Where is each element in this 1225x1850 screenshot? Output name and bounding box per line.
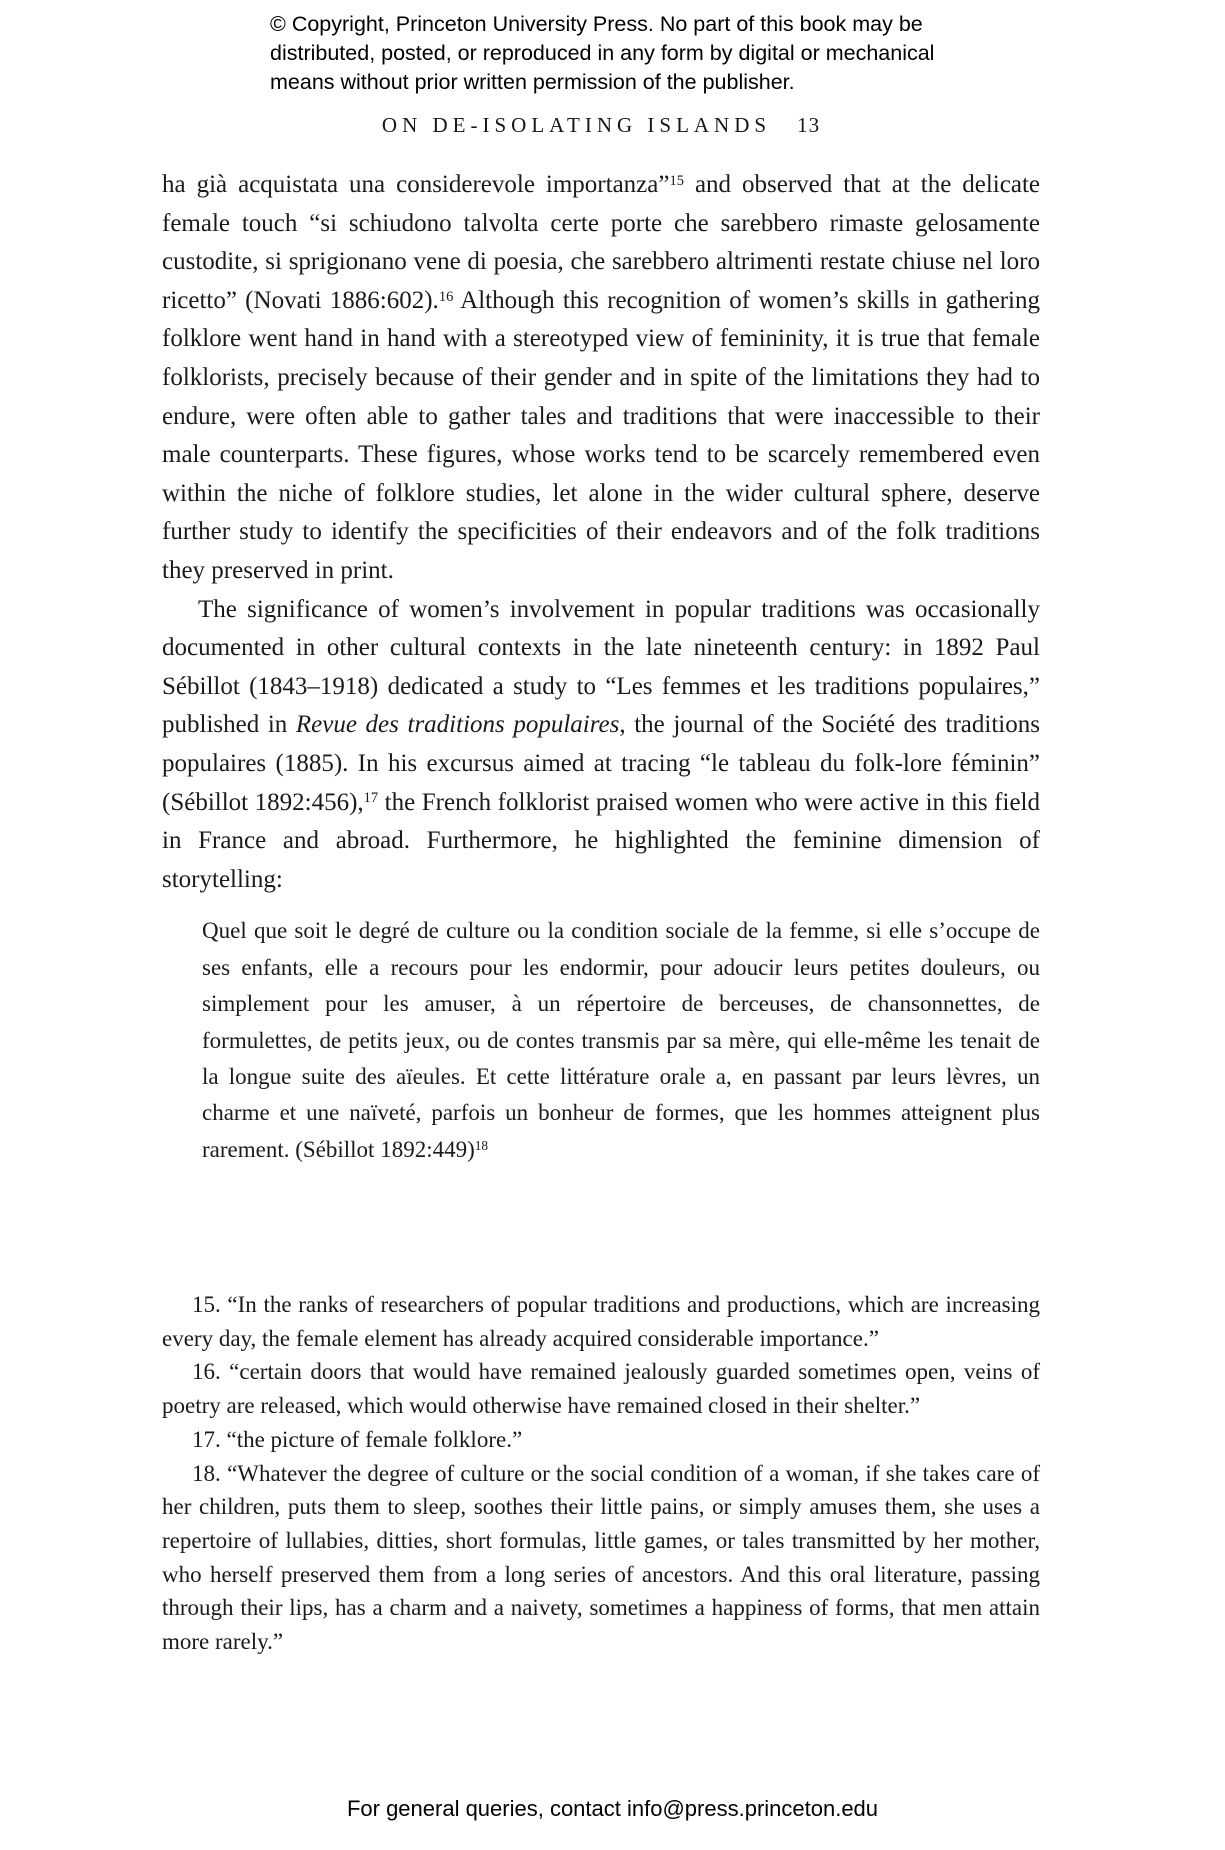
copyright-line-2: distributed, posted, or reproduced in any form by digital or mechanical	[270, 41, 935, 65]
footnote-number: 17.	[192, 1426, 227, 1452]
footer-text: For general queries, contact info@press.princeton.edu	[346, 1796, 879, 1821]
footnotes-block	[162, 1288, 1040, 1659]
text-segment: Although this recognition of women’s skills in gathering folklore went hand in hand with a stereotyped view of femininity, it is true that female folklorists, precisely because of their gender and in spite of the limitations they had to endure, were often able to gather tales and traditions that were inaccessible to their male counterparts. These figures, whose works tend to be scarcely remembered even within the niche of folklore studies, let alone in the wider cultural sphere, deserve further study to identify the specificities of their endeavors and of the folk traditions they preserved in print.	[162, 286, 1040, 584]
text-segment: the French folklorist praised women who were active in this field in France and abroad. Furthermore, he highlighted the feminine dimension of storytelling:	[162, 788, 1040, 893]
footnote-text: “Whatever the degree of culture or the social condition of a woman, if she takes care of her children, puts them to sleep, soothes their little pains, or simply amuses them, she uses a repertoire of lullabies, ditties, short formulas, little games, or tales transmitted by her mother, who herself preserved them from a long series of ancestors. And this oral literature, passing through their lips, has a charm and a naivety, sometimes a happiness of forms, that men attain more rarely.”	[162, 1460, 1041, 1655]
footnote-marker: 15	[669, 172, 684, 189]
footnote-number: 18.	[192, 1460, 228, 1486]
text-segment: The significance of women’s involvement in popular traditions was occasionally documented in other cultural contexts in the late nineteenth century: in 1892 Paul Sébillot (1843–1918) dedicated a study to “Les femmes et les traditions populaires,” published in	[162, 595, 1040, 739]
footnote	[162, 1288, 1040, 1355]
paragraph	[162, 166, 1040, 591]
copyright-line-3: means without prior written permission of the publisher.	[270, 70, 795, 94]
running-head	[162, 113, 1040, 138]
footnote-marker: 16	[438, 288, 454, 305]
page-number: 13	[797, 113, 821, 137]
footnote	[162, 1355, 1040, 1422]
text-segment: ha già acquistata una considerevole importanza”	[162, 171, 670, 198]
footnote-marker: 18	[474, 1138, 489, 1154]
text-segment: Quel que soit le degré de culture ou la condition sociale de la femme, si elle s’occupe de ses enfants, elle a recours pour les endormir, pour adoucir leurs petites douleurs, ou simplement pour les amuser, à un répertoire de berceuses, de chansonnettes, de formulettes, de petits jeux, ou de contes transmis par sa mère, qui elle-même les tenait de la longue suite des aïeules. Et cette littérature orale a, en passant par leurs lèvres, un charme et une naïveté, parfois un bonheur de formes, que les hommes atteignent plus rarement. (Sébillot 1892:449)	[202, 918, 1040, 1162]
footnote-text: “the picture of female folklore.”	[226, 1426, 523, 1452]
copyright-notice	[270, 10, 934, 97]
footnote	[162, 1457, 1040, 1659]
block-quote	[162, 913, 1040, 1168]
body-text	[162, 166, 1040, 1168]
italic-text: Revue des traditions populaires	[295, 711, 620, 739]
text-segment: , the journal of the Société des traditions populaires (1885). In his excursus aimed at tracing “le tableau du folk-lore féminin” (Sébillot 1892:456),	[162, 711, 1040, 816]
footer-contact	[0, 1796, 1225, 1822]
footnote-number: 15.	[192, 1292, 228, 1317]
footnote-text: “In the ranks of researchers of popular traditions and productions, which are increasing every day, the female element has already acquired considerable importance.”	[162, 1292, 1040, 1351]
chapter-title: ON DE-ISOLATING ISLANDS	[381, 113, 772, 137]
footnote-marker: 17	[363, 790, 379, 807]
footnote-text: “certain doors that would have remained jealously guarded sometimes open, veins of poetry are released, which would otherwise have remained closed in their shelter.”	[162, 1359, 1041, 1419]
paragraph	[162, 591, 1040, 900]
text-segment: and observed that at the delicate female touch “si schiudono talvolta certe porte che sarebbero rimaste gelosamente custodite, si sprigionano vene di poesia, che sarebbero altrimenti restate chiuse nel loro ricetto” (Novati 1886:602).	[162, 171, 1040, 314]
copyright-line-1: © Copyright, Princeton University Press. No part of this book may be	[270, 12, 923, 36]
footnote-number: 16.	[192, 1359, 230, 1385]
footnote	[162, 1423, 1040, 1457]
